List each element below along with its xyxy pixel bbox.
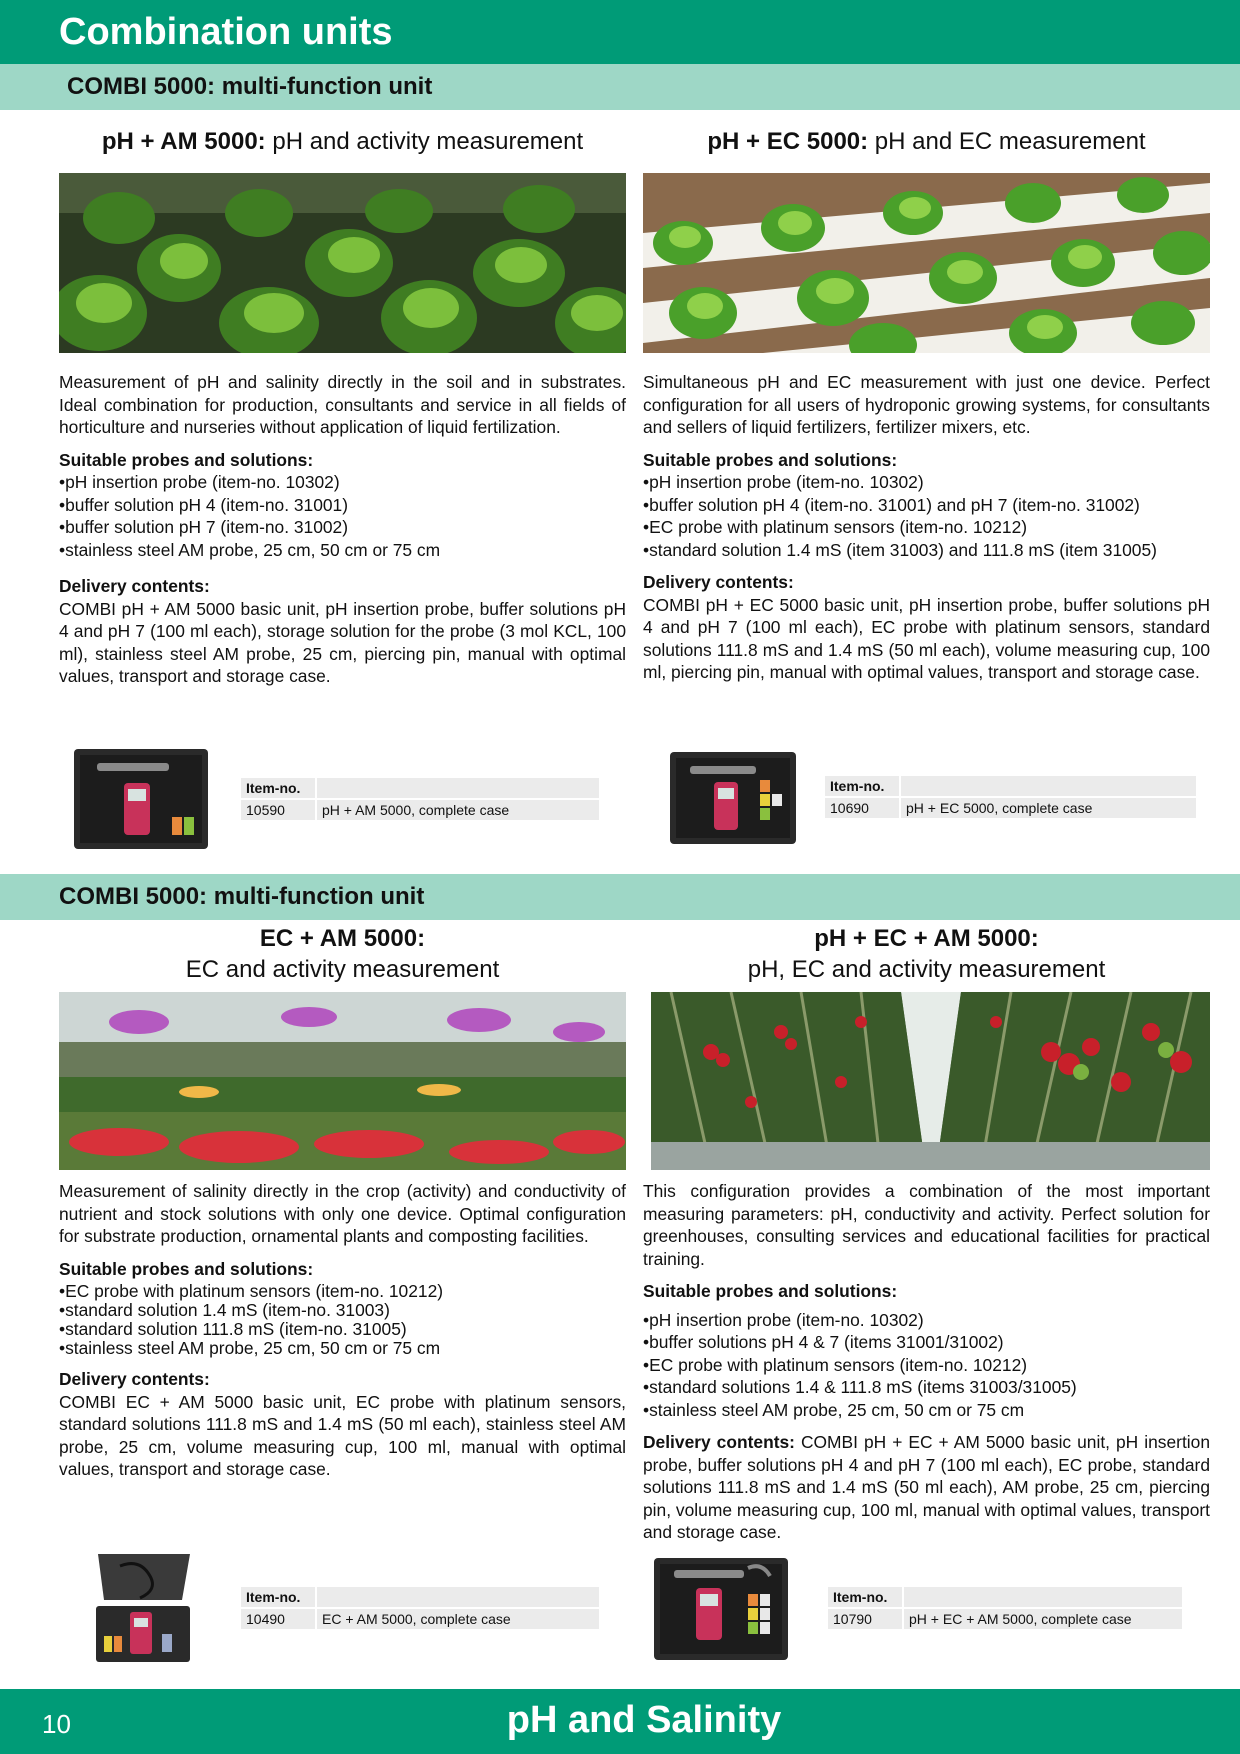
item-desc-header xyxy=(317,778,599,798)
case-photo xyxy=(668,748,798,848)
product-title-bold: pH + EC 5000: xyxy=(707,128,869,155)
product-title-sub: EC and activity measurement xyxy=(185,956,500,983)
list-item: • standard solutions 1.4 & 111.8 mS (items 31003/31005) xyxy=(643,1376,1210,1399)
product-title-sub: pH, EC and activity measurement xyxy=(747,956,1106,983)
delivery-contents: COMBI EC + AM 5000 basic unit, EC probe with platinum sensors, standard solutions 111.8 mS and 1.4 mS (50 ml each), stainless steel AM probe, 25 cm, volume measuring cup, 100 ml, manual with optimal values, transport and storage case. xyxy=(59,1391,626,1479)
item-number: 10490 xyxy=(241,1609,315,1629)
item-description: pH + AM 5000, complete case xyxy=(317,800,599,820)
list-item: • standard solution 1.4 mS (item-no. 31003) xyxy=(59,1301,626,1320)
probes-header: Suitable probes and solutions: xyxy=(59,1258,314,1279)
product-pH-EC-AM-5000 xyxy=(643,923,1210,985)
list-item: • buffer solutions pH 4 & 7 (items 31001/31002) xyxy=(643,1331,1210,1354)
section-band-2 xyxy=(0,874,1240,920)
list-item: • buffer solution pH 7 (item-no. 31002) xyxy=(59,516,626,539)
section-band-1 xyxy=(0,64,1240,110)
flower-greenhouse-photo xyxy=(59,992,626,1170)
delivery-contents: COMBI pH + EC 5000 basic unit, pH insertion probe, buffer solutions pH 4 and pH 7 (100 ml each), EC probe with platinum sensors, standard solutions 111.8 mS and 1.4 mS (50 ml each), volume measuring cup, 100 ml, piercing pin, manual with optimal values, transport and storage case. xyxy=(643,594,1210,682)
item-no-header: Item-no. xyxy=(825,776,899,796)
item-number: 10790 xyxy=(828,1609,902,1629)
delivery-header: Delivery contents: xyxy=(59,1369,210,1389)
product-title-rest: pH and activity measurement xyxy=(265,128,584,155)
probes-header: Suitable probes and solutions: xyxy=(59,449,314,470)
section-title: COMBI 5000: multi-function unit xyxy=(67,73,433,100)
product-title xyxy=(643,923,1210,985)
product-title-bold: pH + AM 5000: xyxy=(101,128,266,155)
hydroponic-lettuce-photo xyxy=(643,173,1210,353)
product-title xyxy=(643,126,1210,157)
case-photo xyxy=(72,745,212,855)
section-title: COMBI 5000: multi-function unit xyxy=(59,883,425,910)
delivery-contents-paragraph xyxy=(643,1431,1210,1544)
page-number: 10 xyxy=(42,1709,71,1739)
delivery-header: Delivery contents: xyxy=(643,1432,795,1452)
list-item: • EC probe with platinum sensors (item-no. 10212) xyxy=(59,1282,626,1301)
tomato-greenhouse-photo xyxy=(651,992,1210,1170)
product-description: Simultaneous pH and EC measurement with just one device. Perfect configuration for all users of hydroponic growing systems, for consultants and sellers of liquid fertilizers, fertilizer mixers, etc. xyxy=(643,372,1210,437)
probes-list xyxy=(59,471,626,561)
item-desc-header xyxy=(901,776,1196,796)
delivery-contents: COMBI pH + EC + AM 5000 basic unit, pH insertion probe, buffer solutions pH 4 and pH 7 (100 ml each), EC probe, standard solutions 111.8 mS and 1.4 mS (50 ml each), AM probe, 25 cm, piercing pin, volume measuring cup, 100 ml, manual with optimal values, transport and storage case. xyxy=(643,1432,1210,1542)
item-table xyxy=(239,1585,601,1631)
product-title xyxy=(59,923,626,985)
item-no-header: Item-no. xyxy=(241,778,315,798)
item-table xyxy=(239,776,601,822)
item-table xyxy=(826,1585,1184,1631)
product-title-rest: pH and EC measurement xyxy=(868,128,1146,155)
product-description: Measurement of pH and salinity directly in the soil and in substrates. Ideal combination for production, consultants and service in all fields of horticulture and nurseries without application of liquid fertilization. xyxy=(59,372,626,437)
list-item: • stainless steel AM probe, 25 cm, 50 cm or 75 cm xyxy=(643,1399,1210,1422)
product-pH-AM-5000 xyxy=(59,126,626,157)
item-desc-header xyxy=(317,1587,599,1607)
list-item: • pH insertion probe (item-no. 10302) xyxy=(59,471,626,494)
item-description: pH + EC + AM 5000, complete case xyxy=(904,1609,1182,1629)
product-description-block xyxy=(59,1180,626,1481)
item-no-header: Item-no. xyxy=(241,1587,315,1607)
page-header xyxy=(0,0,1240,64)
product-description: Measurement of salinity directly in the crop (activity) and conductivity of nutrient and stock solutions with only one device. Optimal configuration for substrate production, ornamental plants and composting facilities. xyxy=(59,1181,626,1246)
list-item: • pH insertion probe (item-no. 10302) xyxy=(643,471,1210,494)
item-desc-header xyxy=(904,1587,1182,1607)
probes-header: Suitable probes and solutions: xyxy=(643,449,898,470)
product-description: This configuration provides a combination of the most important measuring parameters: pH, conductivity and activity. Perfect solution for greenhouses, consulting services and educational facilities for practical training. xyxy=(643,1181,1210,1269)
list-item: • stainless steel AM probe, 25 cm, 50 cm or 75 cm xyxy=(59,1339,626,1358)
page-footer xyxy=(0,1689,1240,1754)
list-item: • standard solution 111.8 mS (item-no. 31005) xyxy=(59,1320,626,1339)
list-item: • EC probe with platinum sensors (item-no. 10212) xyxy=(643,516,1210,539)
item-no-header: Item-no. xyxy=(828,1587,902,1607)
probes-list xyxy=(643,1309,1210,1422)
delivery-contents: COMBI pH + AM 5000 basic unit, pH insertion probe, buffer solutions pH 4 and pH 7 (100 ml each), storage solution for the probe (3 mol KCL, 100 ml), stainless steel AM probe, 25 cm, piercing pin, manual with optimal values, transport and storage case. xyxy=(59,598,626,686)
list-item: • buffer solution pH 4 (item-no. 31001) xyxy=(59,494,626,517)
product-description-block xyxy=(643,1180,1210,1544)
list-item: • stainless steel AM probe, 25 cm, 50 cm or 75 cm xyxy=(59,539,626,562)
item-table xyxy=(823,774,1198,820)
table-row xyxy=(825,798,1196,818)
product-title xyxy=(59,126,626,157)
footer-title: pH and Salinity xyxy=(506,1699,782,1741)
potted-plants-photo xyxy=(59,173,626,353)
list-item: • EC probe with platinum sensors (item-no. 10212) xyxy=(643,1354,1210,1377)
list-item: • pH insertion probe (item-no. 10302) xyxy=(643,1309,1210,1332)
product-description-block xyxy=(59,371,626,688)
table-row xyxy=(828,1609,1182,1629)
probes-list xyxy=(643,471,1210,561)
delivery-header: Delivery contents: xyxy=(59,576,210,596)
item-description: pH + EC 5000, complete case xyxy=(901,798,1196,818)
product-title-bold: EC + AM 5000: xyxy=(259,925,426,952)
item-number: 10690 xyxy=(825,798,899,818)
product-EC-AM-5000 xyxy=(59,923,626,985)
product-description-block xyxy=(643,371,1210,684)
product-pH-EC-5000 xyxy=(643,126,1210,157)
product-title-bold: pH + EC + AM 5000: xyxy=(814,925,1039,952)
page-title: Combination units xyxy=(59,11,393,53)
item-description: EC + AM 5000, complete case xyxy=(317,1609,599,1629)
delivery-header: Delivery contents: xyxy=(643,572,794,592)
case-photo xyxy=(652,1554,790,1664)
probes-header: Suitable probes and solutions: xyxy=(643,1281,898,1301)
case-photo xyxy=(90,1552,194,1664)
list-item: • buffer solution pH 4 (item-no. 31001) and pH 7 (item-no. 31002) xyxy=(643,494,1210,517)
table-row xyxy=(241,800,599,820)
list-item: • standard solution 1.4 mS (item 31003) and 111.8 mS (item 31005) xyxy=(643,539,1210,562)
table-row xyxy=(241,1609,599,1629)
item-number: 10590 xyxy=(241,800,315,820)
probes-list xyxy=(59,1282,626,1358)
